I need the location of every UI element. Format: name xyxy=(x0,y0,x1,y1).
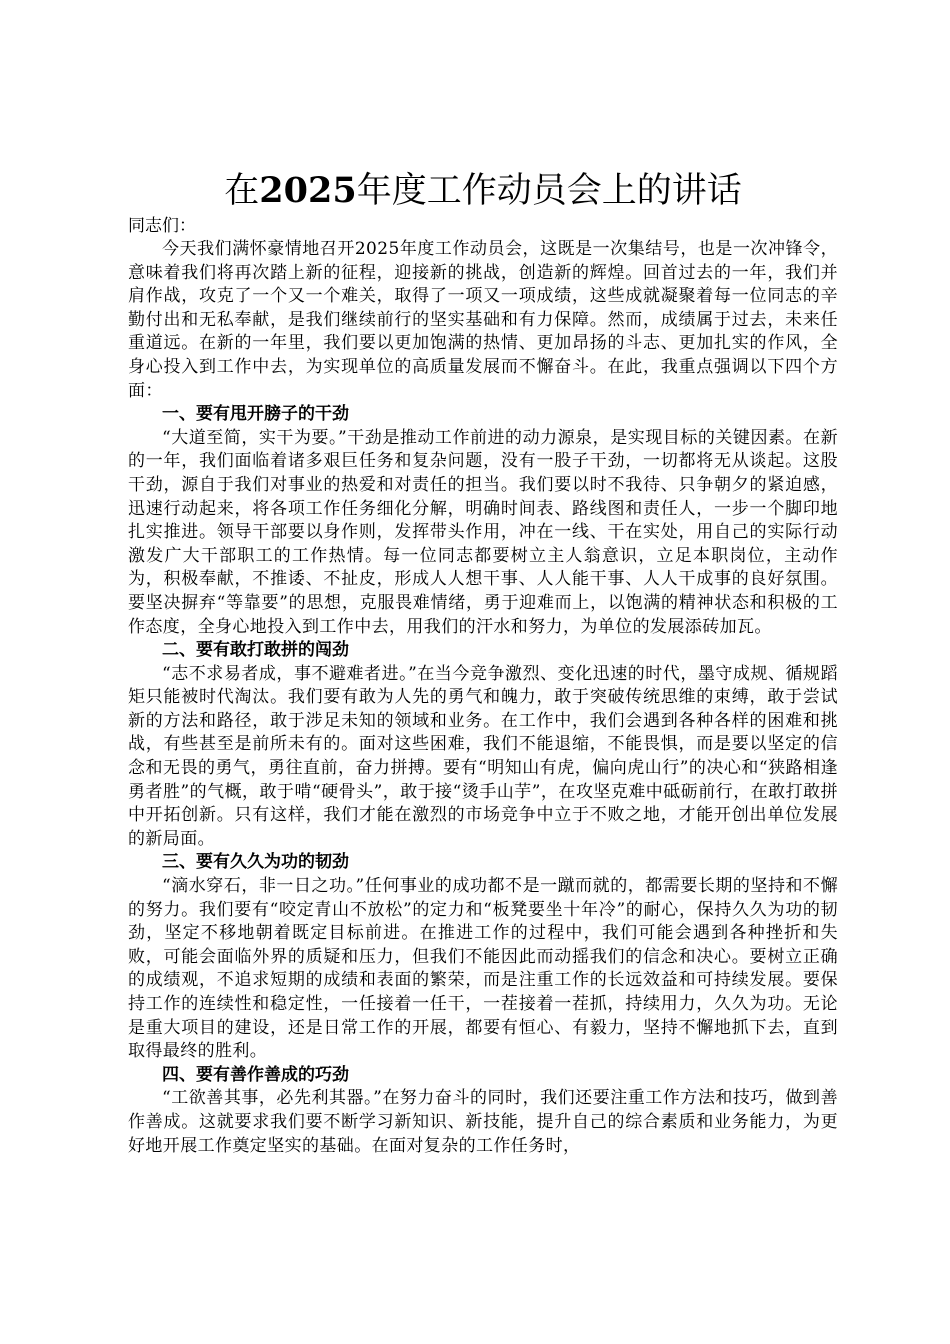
section-body-4: “工欲善其事，必先利其器。”在努力奋斗的同时，我们还要注重工作方法和技巧，做到善作善成。这就要求我们要不断学习新知识、新技能，提升自己的综合素质和业务能力，为更好地开展工作奠定坚实的基础。在面对复杂的工作任务时， xyxy=(128,1088,838,1156)
salutation: 同志们： xyxy=(128,216,196,236)
title-suffix: 年度工作动员会上的讲话 xyxy=(356,171,742,211)
title-year: 2025 xyxy=(259,170,357,211)
section-body-1: “大道至简，实干为要。”干劲是推动工作前进的动力源泉，是实现目标的关键因素。在新的一年，我们面临着诸多艰巨任务和复杂问题，没有一股子干劲，一切都将无从谈起。这股干劲，源自于我们对事业的热爱和对责任的担当。我们要以时不我待、只争朝夕的紧迫感，迅速行动起来，将各项工作任务细化分解，明确时间表、路线图和责任人，一步一个脚印地扎实推进。领导干部要以身作则，发挥带头作用，冲在一线、干在实处，用自己的实际行动激发广大干部职工的工作热情。每一位同志都要树立主人翁意识，立足本职岗位，主动作为，积极奉献，不推诿、不扯皮，形成人人想干事、人人能干事、人人干成事的良好氛围。要坚决摒弃“等靠要”的思想，克服畏难情绪，勇于迎难而上，以饱满的精神状态和积极的工作态度，全身心地投入到工作中去，用我们的汗水和努力，为单位的发展添砖加瓦。 xyxy=(128,427,838,637)
document-title xyxy=(128,168,838,214)
section-heading-4: 四、要有善作善成的巧劲 xyxy=(162,1064,349,1085)
section-body-2: “志不求易者成，事不避难者进。”在当今竞争激烈、变化迅速的时代，墨守成规、循规蹈矩只能被时代淘汰。我们要有敢为人先的勇气和魄力，敢于突破传统思维的束缚，敢于尝试新的方法和路径，敢于涉足未知的领域和业务。在工作中，我们会遇到各种各样的困难和挑战，有些甚至是前所未有的。面对这些困难，我们不能退缩，不能畏惧，而是要以坚定的信念和无畏的勇气，勇往直前，奋力拼搏。要有“明知山有虎，偏向虎山行”的决心和“狭路相逢勇者胜”的气概，敢于啃“硬骨头”，敢于接“烫手山芋”，在攻坚克难中砥砺前行，在敢打敢拼中开拓创新。只有这样，我们才能在激烈的市场竞争中立于不败之地，才能开创出单位发展的新局面。 xyxy=(128,663,838,849)
intro-paragraph: 今天我们满怀豪情地召开2025年度工作动员会，这既是一次集结号，也是一次冲锋令，意味着我们将再次踏上新的征程，迎接新的挑战，创造新的辉煌。回首过去的一年，我们并肩作战，攻克了一个又一个难关，取得了一项又一项成绩，这些成就凝聚着每一位同志的辛勤付出和无私奉献，是我们继续前行的坚实基础和有力保障。然而，成绩属于过去，未来任重道远。在新的一年里，我们要以更加饱满的热情、更加昂扬的斗志、更加扎实的作风，全身心投入到工作中去，为实现单位的高质量发展而不懈奋斗。在此，我重点强调以下四个方面： xyxy=(128,239,838,401)
document-page xyxy=(128,168,838,1158)
section-heading-1: 一、要有甩开膀子的干劲 xyxy=(162,404,349,425)
title-prefix: 在 xyxy=(224,171,260,211)
section-heading-2: 二、要有敢打敢拼的闯劲 xyxy=(162,640,349,661)
section-body-3: “滴水穿石，非一日之功。”任何事业的成功都不是一蹴而就的，都需要长期的坚持和不懈的努力。我们要有“咬定青山不放松”的定力和“板凳要坐十年冷”的耐心，保持久久为功的韧劲，坚定不移地朝着既定目标前进。在推进工作的过程中，我们可能会遇到各种挫折和失败，可能会面临外界的质疑和压力，但我们不能因此而动摇我们的信念和决心。要树立正确的成绩观，不追求短期的成绩和表面的繁荣，而是注重工作的长远效益和可持续发展。要保持工作的连续性和稳定性，一任接着一任干，一茬接着一茬抓，持续用力，久久为功。无论是重大项目的建设，还是日常工作的开展，都要有恒心、有毅力，坚持不懈地抓下去，直到取得最终的胜利。 xyxy=(128,876,838,1062)
section-heading-3: 三、要有久久为功的韧劲 xyxy=(162,852,349,873)
